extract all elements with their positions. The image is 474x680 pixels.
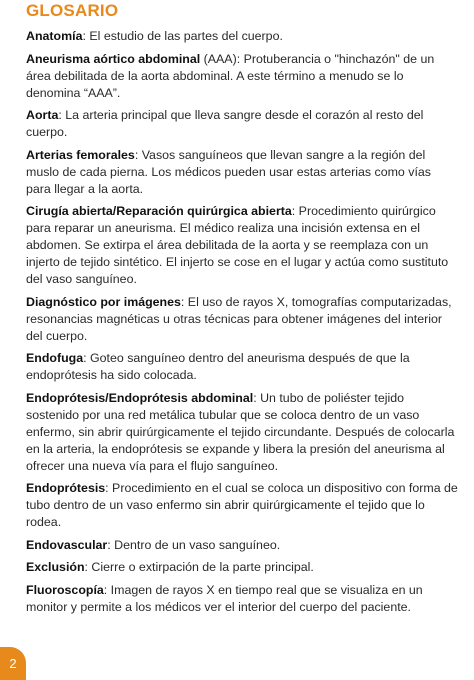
glossary-definition: : El uso de rayos X, tomografías computarizadas, resonancias magnéticas u otras técnicas para obtener imágenes del interior del cuerpo. (26, 294, 452, 343)
glossary-term: Endoprótesis/Endoprótesis abdominal (26, 390, 254, 405)
glossary-definition: : Imagen de rayos X en tiempo real que se visualiza en un monitor y permite a los médicos ver el interior del cuerpo del paciente. (26, 582, 423, 614)
glossary-term: Cirugía abierta/Reparación quirúrgica abierta (26, 204, 292, 218)
glossary-term: Endofuga (26, 351, 84, 365)
glossary-definition: : La arteria principal que lleva sangre desde el corazón al resto del cuerpo. (26, 108, 424, 139)
glossary-definition: : Procedimiento quirúrgico para reparar un aneurisma. El médico realiza una incisión extensa en el abdomen. Se extirpa el área debilitada de la aorta y se reemplaza con un injerto de tejido sintético. El injerto se cose en el lugar y actúa como sustituto del vaso sanguíneo. (26, 204, 449, 286)
glossary-entry (26, 107, 458, 141)
glossary-definition: : Un tubo de poliéster tejido sostenido por una red metálica tubular que se coloca dentro de un vaso enfermo, sin abrir quirúrgicamente el tejido circundante. Después de colocarla en la arteria, la endoprótesis se expande y libera la presión del aneurisma al ofrecer una nueva vía para el flujo sanguíneo. (26, 390, 455, 473)
glossary-page (26, 0, 458, 621)
glossary-title: GLOSARIO (26, 1, 119, 20)
glossary-entry (26, 28, 458, 45)
glossary-entry (26, 51, 458, 102)
glossary-entry (26, 203, 458, 288)
glossary-entry (26, 147, 458, 198)
page-number-tab: 2 (0, 647, 26, 680)
glossary-definition: : Vasos sanguíneos que llevan sangre a la región del muslo de cada pierna. Los médicos pueden usar estas arterias como vías para llegar a la aorta. (26, 147, 431, 196)
glossary-entry (26, 350, 458, 384)
glossary-entry (26, 390, 458, 475)
glossary-definition: : Cierre o extirpación de la parte principal. (84, 560, 314, 574)
glossary-definition: : Procedimiento en el cual se coloca un dispositivo con forma de tubo dentro de un vaso enfermo sin abrir quirúrgicamente el tejido que lo rodea. (26, 481, 458, 529)
glossary-term: Endoprótesis (26, 481, 106, 495)
glossary-term: Anatomía (26, 29, 83, 43)
glossary-entry (26, 559, 458, 576)
glossary-term: Fluoroscopía (26, 582, 104, 597)
glossary-term: Endovascular (26, 537, 108, 552)
glossary-term: Arterias femorales (26, 147, 135, 162)
glossary-entry (26, 537, 458, 554)
glossary-definition: : Goteo sanguíneo dentro del aneurisma después de que la endoprótesis ha sido colocada. (26, 351, 410, 382)
glossary-entry (26, 582, 458, 616)
glossary-term: Aneurisma aórtico abdominal (26, 51, 201, 66)
glossary-entry (26, 480, 458, 531)
glossary-definition: : Dentro de un vaso sanguíneo. (107, 537, 281, 552)
glossary-definition: (AAA): Protuberancia o "hinchazón" de un área debilitada de la aorta abdominal. A este término a menudo se lo denomina “AAA”. (26, 51, 435, 100)
glossary-definition: : El estudio de las partes del cuerpo. (82, 29, 283, 43)
glossary-term: Aorta (26, 108, 59, 122)
glossary-entry (26, 294, 458, 345)
glossary-term: Exclusión (26, 560, 85, 574)
glossary-term: Diagnóstico por imágenes (26, 294, 181, 309)
